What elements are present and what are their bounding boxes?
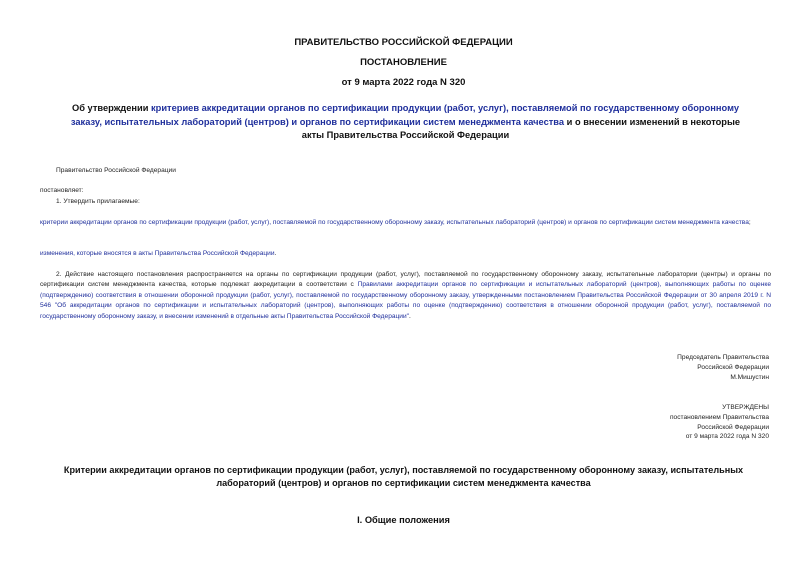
preamble-resolves: постановляет: (40, 187, 84, 194)
amendments-link[interactable]: изменения, которые вносятся в акты Правительства Российской Федерации (40, 250, 275, 257)
approved-by: постановлением Правительства (669, 413, 769, 421)
approved-country: Российской Федерации (697, 423, 769, 431)
scope-suffix: . (409, 312, 411, 320)
title-suffix: и о внесении изменений в некоторые акты Правительства Российской Федерации (301, 116, 741, 140)
item-2-scope (40, 270, 771, 322)
item-1-amendments (40, 249, 771, 259)
title-criteria-link[interactable]: критериев аккредитации органов по сертификации продукции (работ, услуг), поставляемой по государственному оборонному заказу, испытательных лабораторий (центров) и органов по сертификации систем менеджмента качества (70, 103, 739, 127)
date-number-heading: от 9 марта 2022 года N 320 (341, 77, 466, 88)
approved-date: от 9 марта 2022 года N 320 (685, 433, 769, 441)
criteria-link[interactable]: критерии аккредитации органов по сертификации продукции (работ, услуг), поставляемой по государственному оборонному заказу, испытательных лабораторий (центров) и органов по сертификации систем менеджмента качества (40, 219, 749, 226)
scope-text: 2. Действие настоящего постановления распространяется на органы по сертификации продукции (работ, услуг), поставляемой по государственному оборонному заказу, испытательные лаборатории (центры) и органы по сертификации систем менеджмента качества, которые подлежат аккредитации в соответствии с (40, 271, 771, 289)
amendments-suffix: . (274, 250, 277, 257)
signature-position: Председатель Правительства (677, 354, 769, 361)
criteria-suffix: ; (748, 219, 751, 226)
signature-block (509, 353, 769, 382)
item-1-criteria (40, 218, 771, 228)
criteria-title: Критерии аккредитации органов по сертификации продукции (работ, услуг), поставляемой по государственному оборонному заказу, испытательных лабораторий (центров) и органов по сертификации систем менеджмента качества (63, 465, 744, 489)
accreditation-rules-link[interactable]: Правилами аккредитации органов по сертификации и испытательных лабораторий (центров), выполняющих работы по оценке (подтверждению) соответствия в отношении оборонной продукции (работ, услуг), поставляемой по государственному оборонному заказу, утвержденными постановлением Правительства Российской Федерации от 30 апреля 2019 г. N 546 "Об аккредитации органов по сертификации и испытательных лабораторий (центров), выполняющих работы по оценке (подтверждению) соответствия в отношении оборонной продукции (работ, услуг), поставляемой по государственному оборонному заказу, и внесении изменений в отдельные акты Правительства Российской Федерации" (40, 281, 771, 320)
signature-country: Российской Федерации (697, 363, 769, 371)
approval-stamp (509, 403, 769, 442)
title-prefix: Об утверждении (71, 103, 151, 113)
section-title: I. Общие положения (357, 515, 450, 525)
preamble-government: Правительство Российской Федерации (56, 167, 176, 174)
approved-label: УТВЕРЖДЕНЫ (722, 404, 769, 411)
document-title (62, 102, 749, 143)
signature-name: М.Мишустин (730, 373, 769, 381)
item-1-intro: 1. Утвердить прилагаемые: (56, 198, 140, 205)
government-heading: ПРАВИТЕЛЬСТВО РОССИЙСКОЙ ФЕДЕРАЦИИ (294, 37, 513, 48)
doc-type-heading: ПОСТАНОВЛЕНИЕ (360, 57, 447, 68)
